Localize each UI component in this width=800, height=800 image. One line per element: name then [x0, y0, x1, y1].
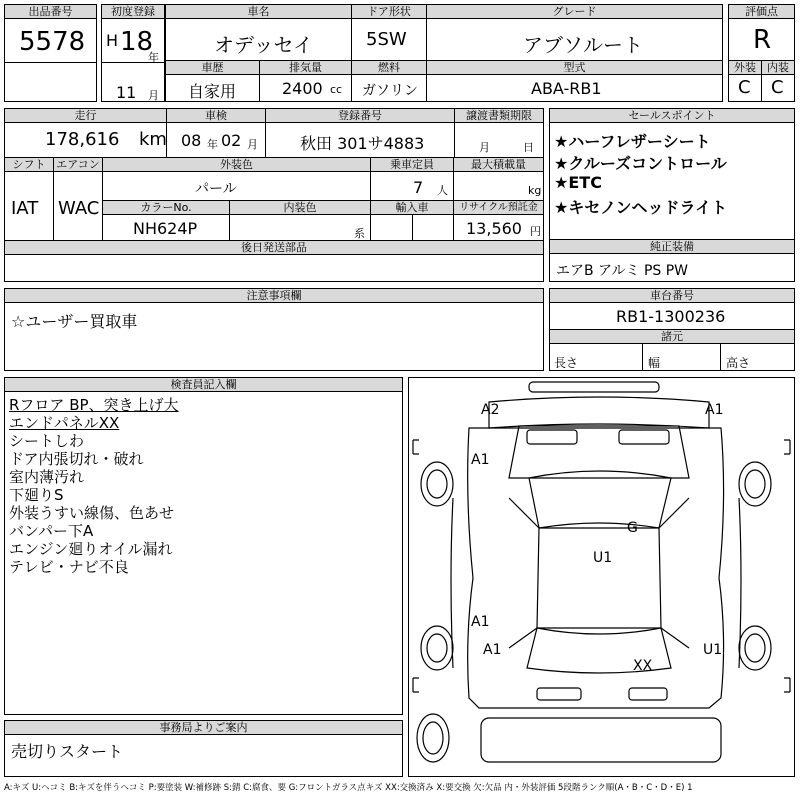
fuel: ガソリン [362, 83, 418, 99]
registration-number: 秋田 301サ4883 [300, 134, 425, 153]
capacity-cell: 乗車定員 7 人 [370, 157, 454, 201]
color-number-cell: カラーNo. NH624P [102, 200, 230, 241]
door-cell: ドア形状 5SW [351, 4, 427, 61]
recycle-cell: リサイクル預託金 13,560 円 [453, 200, 544, 241]
inspector-note: 室内薄汚れ [9, 468, 85, 486]
model-code: ABA-RB1 [531, 79, 602, 98]
aircon-cell: エアコン WAC [53, 157, 103, 241]
shift: IAT [11, 198, 39, 219]
chassis-number: RB1-1300236 [616, 307, 726, 326]
legend: A:キズ U:ヘコミ B:キズを伴うヘコミ P:要塗装 W:補修跡 S:錆 C:腐食、要 G:フロントガラス点キズ XX:交換済み X:要交換 欠:欠品 内・外装評価 5段階ランク順(A・B・C・D・E) 1 [4, 783, 693, 793]
displacement-cell: 排気量 2400 cc [259, 60, 352, 102]
car-name-cell: 車名 オデッセイ [165, 4, 352, 61]
lot-number-label: 出品番号 [5, 5, 96, 19]
import-cell: 輸入車 [370, 200, 454, 241]
inspection-cell: 車検 08 年 02 月 [166, 108, 266, 158]
mileage: 178,616 [45, 129, 120, 150]
sales-point-item: ★キセノンヘッドライト [554, 198, 728, 217]
inspector-note: ドア内張切れ・破れ [9, 450, 144, 468]
inspector-note: 外装うすい線傷、色あせ [9, 504, 175, 522]
damage-mark: U1 [593, 550, 613, 566]
inspector-note: テレビ・ナビ不良 [9, 558, 129, 576]
dimensions-panel: 諸元 長さ 幅 高さ [549, 329, 795, 371]
equipment: エアB アルミ PS PW [556, 263, 689, 279]
first-registration-label: 初度登録 [102, 5, 164, 19]
first-reg-year: 18 [120, 27, 154, 57]
inspector-note: エンドパネルXX [9, 414, 120, 432]
inspector-note: Rフロア BP、突き上げ大 [9, 396, 179, 414]
mileage-cell: 走行 178,616 km [4, 108, 167, 158]
shift-cell: シフト IAT [4, 157, 54, 241]
aircon: WAC [58, 198, 100, 219]
sales-point-item: ★ハーフレザーシート [554, 132, 711, 151]
capacity: 7 [413, 178, 424, 197]
exterior-score: C [738, 77, 751, 98]
score: R [753, 25, 772, 55]
lot-number: 5578 [19, 27, 86, 57]
damage-mark: G [627, 520, 638, 536]
sales-point-item: ★クルーズコントロール [554, 154, 727, 173]
later-parts-cell: 後日発送部品 [4, 240, 544, 282]
exterior-score-cell: 外装 C [728, 60, 762, 102]
interior-score-cell: 内装 C [761, 60, 795, 102]
sales-points-panel: セールスポイント ★ハーフレザーシート ★クルーズコントロール ★ETC ★キセノンヘッドライト [549, 108, 795, 240]
damage-mark: U1 [703, 642, 723, 658]
transfer-deadline-cell: 譲渡書類期限 月 日 [454, 108, 544, 158]
interior-score: C [771, 77, 784, 98]
era: H [106, 31, 119, 50]
damage-mark: A1 [471, 614, 490, 630]
office-notice-panel: 事務局よりご案内 売切りスタート [4, 720, 403, 777]
car-name: オデッセイ [214, 33, 313, 57]
inspector-note: バンパー下A [9, 522, 94, 540]
damage-mark: A1 [705, 402, 724, 418]
history: 自家用 [188, 82, 237, 101]
model-cell: 型式 ABA-RB1 [426, 60, 723, 102]
damage-mark: A2 [481, 402, 500, 418]
color-number: NH624P [133, 219, 198, 238]
damage-mark: A1 [471, 452, 490, 468]
door-type: 5SW [366, 29, 407, 50]
damage-mark: XX [633, 658, 653, 674]
inspector-note: エンジン廻りオイル漏れ [9, 540, 173, 558]
grade: アブソルート [523, 33, 643, 57]
registration-number-cell: 登録番号 秋田 301サ4883 [265, 108, 455, 158]
first-registration-cell: 初度登録 H 18 年 11 月 [101, 4, 165, 102]
history-cell: 車歴 自家用 [165, 60, 260, 102]
caution-text: ☆ユーザー買取車 [11, 312, 138, 331]
recycle-deposit: 13,560 [466, 219, 522, 238]
interior-color-cell: 内装色 系 [229, 200, 371, 241]
exterior-color-cell: 外装色 パール [102, 157, 371, 201]
damage-mark: A1 [483, 642, 502, 658]
office-notice: 売切りスタート [11, 742, 124, 761]
inspector-notes-panel: 検査員記入欄 Rフロア BP、突き上げ大 エンドパネルXX シートしわ ドア内張切れ・破れ 室内薄汚れ 下廻りS 外装うすい線傷、色あせ バンパー下A エンジン廻りオイル漏れ テレビ・ナビ不良 [4, 377, 403, 715]
displacement: 2400 [282, 79, 323, 98]
caution-panel: 注意事項欄 ☆ユーザー買取車 [4, 288, 544, 371]
score-cell: 評価点 R [728, 4, 795, 61]
inspection-year: 08 [181, 131, 202, 150]
max-load-cell: 最大積載量 kg [453, 157, 544, 201]
first-reg-month: 11 [116, 83, 137, 102]
lot-number-cell [4, 4, 97, 102]
equipment-panel: 純正装備 エアB アルミ PS PW [549, 239, 795, 282]
inspection-month: 02 [221, 131, 242, 150]
damage-diagram-panel [408, 377, 795, 777]
exterior-color: パール [195, 181, 237, 197]
inspector-note: 下廻りS [9, 486, 64, 504]
grade-cell: グレード アブソルート [426, 4, 723, 61]
inspector-note: シートしわ [9, 432, 85, 450]
fuel-cell: 燃料 ガソリン [351, 60, 427, 102]
sales-point-item: ★ETC [554, 173, 602, 192]
chassis-panel: 車台番号 RB1-1300236 [549, 288, 795, 330]
car-diagram [409, 378, 794, 776]
